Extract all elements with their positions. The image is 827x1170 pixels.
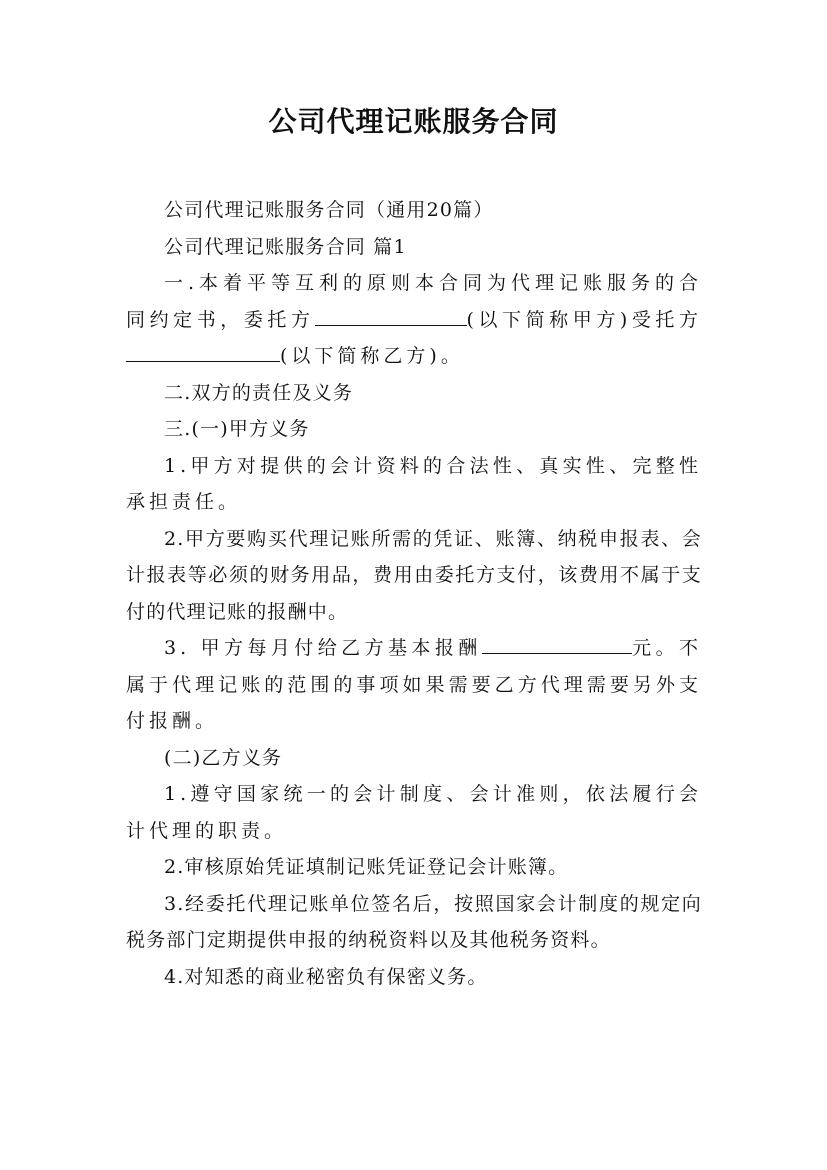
clause-2-paragraph: 二.双方的责任及义务 xyxy=(164,381,354,404)
subtitle-paragraph: 公司代理记账服务合同（通用20篇） xyxy=(164,199,494,221)
document-title: 公司代理记账服务合同 xyxy=(268,105,559,138)
party-b-item-3: 3.经委托代理记账单位签名后，按照国家会计制度的规定向税务部门定期提供申报的纳税资料以及其他税务资料。 xyxy=(126,892,702,951)
clause-1-text-c: (以下简称乙方)。 xyxy=(280,345,464,367)
item-3-text-a: 3. 甲方每月付给乙方基本报酬 xyxy=(164,637,482,659)
section-b-heading: (二)乙方义务 xyxy=(164,746,283,769)
agent-name-blank xyxy=(126,343,280,362)
clause-3-paragraph: 三.(一)甲方义务 xyxy=(164,418,310,440)
fee-amount-blank xyxy=(482,635,632,654)
clause-1-text-b: (以下简称甲方)受托方 xyxy=(466,308,702,331)
client-name-blank xyxy=(315,307,467,326)
party-b-item-1: 1.遵守国家统一的会计制度、会计准则，依法履行会计代理的职责。 xyxy=(126,783,702,842)
party-b-item-2: 2.审核原始凭证填制记账凭证登记会计账簿。 xyxy=(164,856,569,878)
party-b-item-4: 4.对知悉的商业秘密负有保密义务。 xyxy=(164,965,488,988)
document-body xyxy=(126,192,702,995)
party-a-item-3 xyxy=(126,630,702,740)
party-a-item-1: 1.甲方对提供的会计资料的合法性、真实性、完整性承担责任。 xyxy=(126,454,702,513)
clause-1-paragraph xyxy=(126,265,702,375)
part-heading: 公司代理记账服务合同 篇1 xyxy=(164,235,407,258)
item-3-text-b: 元。不属于代理记账的范围的事项如果需要乙方代理需要另外支付报酬。 xyxy=(126,637,702,732)
party-a-item-2: 2.甲方要购买代理记账所需的凭证、账簿、纳税申报表、会计报表等必须的财务用品，费用由委托方支付，该费用不属于支付的代理记账的报酬中。 xyxy=(126,527,702,623)
clause-1-text-a: 一.本着平等互利的原则本合同为代理记账服务的合同约定书，委托方 xyxy=(126,272,702,331)
